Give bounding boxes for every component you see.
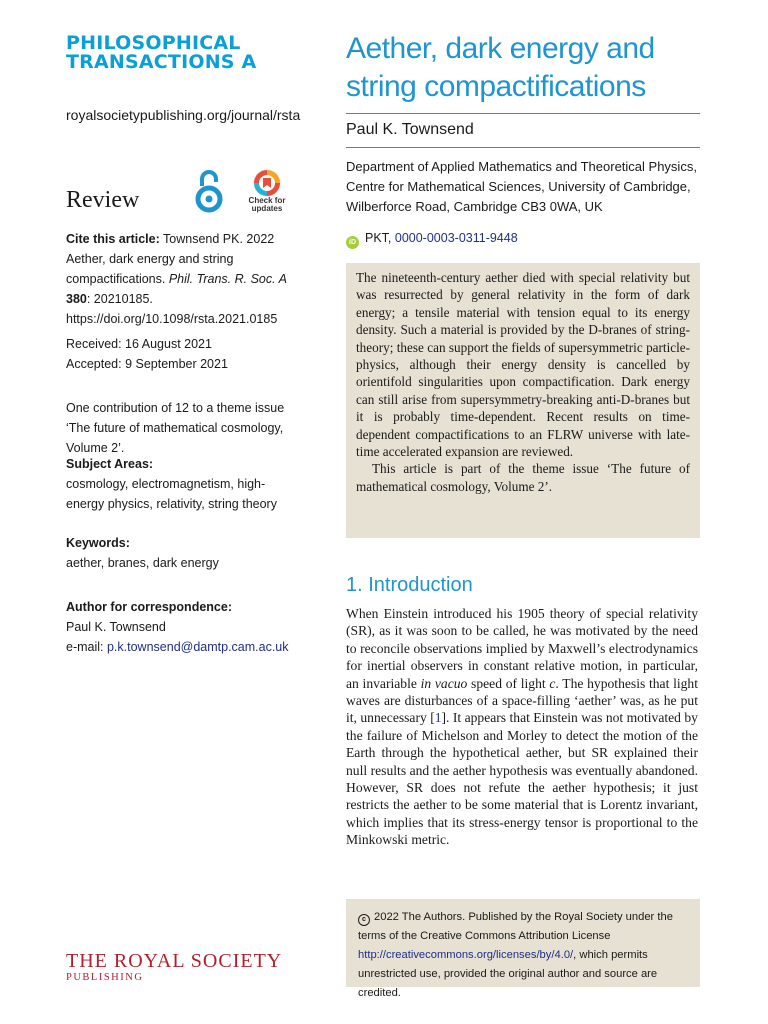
- cite-label: Cite this article:: [66, 232, 160, 246]
- reference-link[interactable]: 1: [434, 710, 442, 726]
- abstract-paragraph: The nineteenth-century aether died with special relativity but was resurrected by general relativity in the form of dark energy; a tensile material with tension equal to its energy density. Such a material is provided by the D-branes of string-theory; these can support the fields of supersymmetric particle-physics, although their energy density is cancelled by orientifold singularities upon compactification. Dark energy can still arise from supersymmetry-breaking anti-D-branes but it is probably time-dependent. Recent results on time-dependent compactifications to an FLRW universe with late-time accelerated expansion are reviewed.: [356, 270, 690, 460]
- orcid-row: [346, 229, 518, 249]
- author-affiliation: Department of Applied Mathematics and Theoretical Physics, Centre for Mathematical Sciences, University of Cambridge, Wilberforce Road, Cambridge CB3 0WA, UK: [346, 159, 697, 214]
- email-label: e-mail:: [66, 640, 107, 654]
- keywords-label: Keywords:: [66, 536, 130, 550]
- royal-society-logo: [66, 950, 282, 984]
- orcid-link[interactable]: 0000-0003-0311-9448: [394, 231, 518, 245]
- license-box: [346, 899, 700, 999]
- orcid-initials: PKT,: [365, 231, 395, 245]
- accepted-date: Accepted: 9 September 2021: [66, 357, 228, 371]
- cite-volume: 380: [66, 292, 87, 306]
- author-name: Paul K. Townsend: [346, 121, 474, 138]
- license-text-b: , which permits unrestricted use, provided the original author and source are credited.: [358, 949, 658, 999]
- check-for-updates-badge[interactable]: [246, 168, 288, 218]
- keywords-block: [66, 533, 296, 573]
- subject-areas-block: [66, 454, 296, 514]
- email-link[interactable]: p.k.townsend@damtp.cam.ac.uk: [106, 640, 289, 654]
- section-heading-introduction: 1. Introduction: [346, 574, 473, 596]
- check-for-updates-icon: [246, 168, 288, 198]
- journal-title-line2: TRANSACTIONS A: [66, 51, 257, 73]
- license-link[interactable]: http://creativecommons.org/licenses/by/4.0/: [358, 949, 574, 961]
- copyright-icon: c: [358, 914, 370, 926]
- publisher-sub: PUBLISHING: [66, 972, 144, 983]
- cite-text: Townsend PK. 2022 Aether, dark energy and string compactifications.: [66, 232, 275, 286]
- license-text-a: 2022 The Authors. Published by the Royal Society under the terms of the Creative Commons Attribution License: [358, 911, 673, 942]
- correspondence-name: Paul K. Townsend: [66, 620, 166, 634]
- orcid-icon: iD: [346, 236, 359, 249]
- correspondence-block: [66, 597, 296, 657]
- contribution-note: One contribution of 12 to a theme issue ‘The future of mathematical cosmology, Volume 2’.: [66, 401, 285, 455]
- check-for-updates-label: Check for updates: [248, 196, 286, 213]
- keywords-value: aether, branes, dark energy: [66, 556, 219, 570]
- subject-areas-label: Subject Areas:: [66, 457, 154, 471]
- journal-title-line1: PHILOSOPHICAL: [66, 32, 241, 54]
- article-type-label: Review: [66, 187, 140, 213]
- cite-pages: : 20210185.: [86, 292, 153, 306]
- introduction-paragraph: When Einstein introduced his 1905 theory of special relativity (SR), as it was soon to be called, he was motivated by the need to reconcile observations implied by Maxwell’s electrodynamics for inertial observers in constant relative motion, in particular, an invariable in vacuo speed of light c. The hypothesis that light waves are disturbances of a space-filling ‘aether’ was, as he put it, unnecessary [1]. It appears that Einstein was not motivated by the failure of Michelson and Morley to detect the motion of the Earth through the hypothetical aether, but SR explained their null results and the aether hypothesis was eventually abandoned. However, SR does not refute the aether hypothesis; it just restricts the aether to be some material that is Lorentz invariant, which implies that its stress-energy tensor is proportional to the Minkowski metric.: [346, 606, 698, 848]
- publisher-name: THE ROYAL SOCIETY: [66, 950, 283, 972]
- cite-journal: Phil. Trans. R. Soc. A: [168, 272, 287, 286]
- correspondence-email-row: [66, 637, 296, 657]
- title-rule-bottom: [346, 147, 700, 148]
- journal-url[interactable]: royalsocietypublishing.org/journal/rsta: [66, 107, 301, 123]
- abstract-box: [346, 263, 700, 538]
- journal-title: [66, 34, 256, 72]
- cite-block: [66, 229, 296, 329]
- subject-areas-value: cosmology, electromagnetism, high-energy physics, relativity, string theory: [66, 477, 277, 511]
- correspondence-label: Author for correspondence:: [66, 600, 232, 614]
- title-rule-top: [346, 113, 700, 114]
- cite-doi-link[interactable]: https://doi.org/10.1098/rsta.2021.0185: [66, 312, 278, 326]
- article-title: Aether, dark energy and string compactifications: [346, 32, 655, 103]
- received-date: Received: 16 August 2021: [66, 337, 212, 351]
- dates-block: [66, 334, 296, 374]
- open-access-icon: [194, 168, 224, 214]
- abstract-theme-note: This article is part of the theme issue ‘The future of mathematical cosmology, Volume 2’.: [356, 461, 690, 494]
